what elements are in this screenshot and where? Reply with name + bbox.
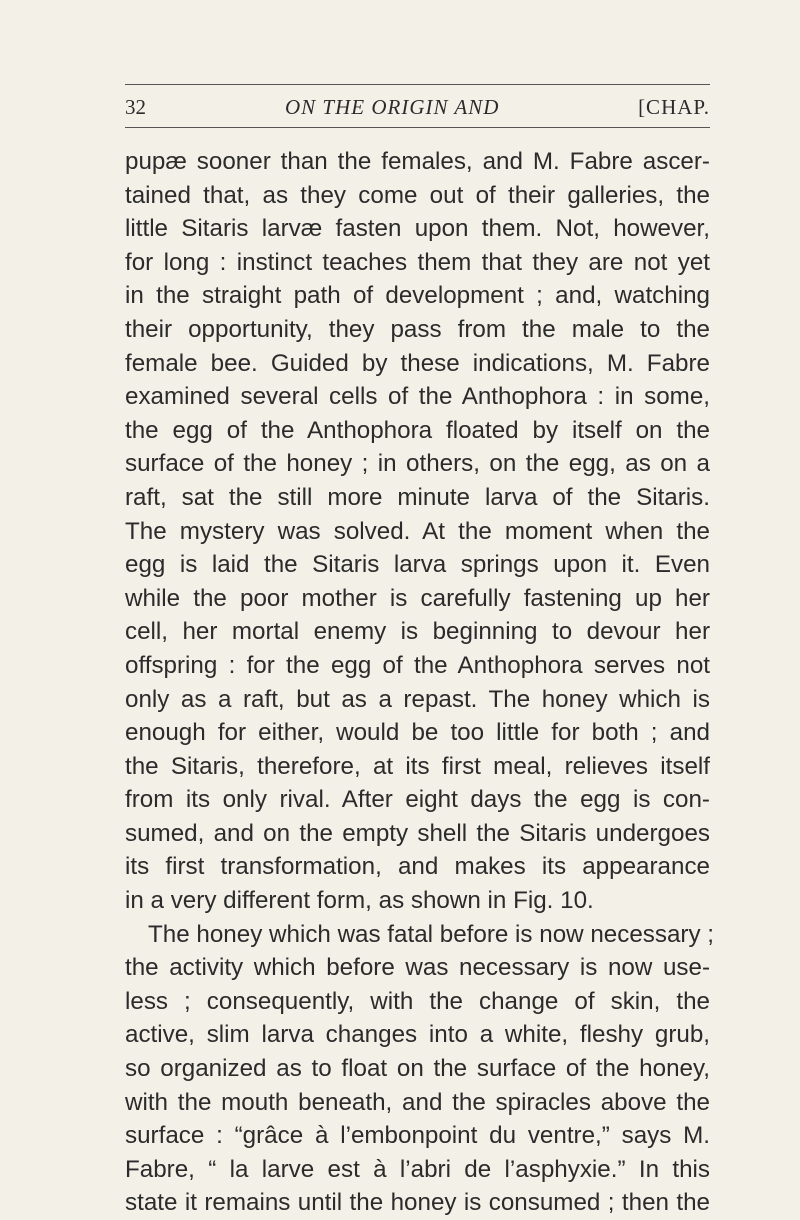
chapter-mark: [CHAP. — [638, 95, 710, 119]
text-line: egg is laid the Sitaris larva springs upon it. Even — [125, 551, 710, 579]
text-line: The honey which was fatal before is now necessary ; — [148, 920, 715, 948]
text-line: state it remains until the honey is consumed ; then the — [125, 1189, 710, 1217]
header-rule-bottom — [125, 127, 710, 128]
text-line: examined several cells of the Anthophora : in some, — [125, 383, 710, 411]
text-line: little Sitaris larvæ fasten upon them. Not, however, — [125, 215, 710, 243]
text-line: tained that, as they come out of their galleries, the — [125, 181, 710, 209]
text-line: its first transformation, and makes its appearance — [125, 853, 710, 881]
text-line: the egg of the Anthophora floated by itself on the — [125, 416, 710, 444]
text-line: while the poor mother is carefully fastening up her — [125, 584, 710, 612]
text-line: The mystery was solved. At the moment when the — [125, 517, 710, 545]
text-line: in a very different form, as shown in Fig. 10. — [125, 887, 594, 915]
text-line: so organized as to float on the surface of the honey, — [125, 1055, 710, 1083]
text-line: their opportunity, they pass from the male to the — [125, 315, 710, 343]
header-rule-top — [125, 84, 710, 85]
text-line: surface of the honey ; in others, on the egg, as on a — [125, 450, 710, 478]
text-line: offspring : for the egg of the Anthophora serves not — [125, 651, 710, 679]
text-line: Fabre, “ la larve est à l’abri de l’asphyxie.” In this — [125, 1155, 710, 1183]
running-header — [125, 93, 710, 121]
text-line: surface : “grâce à l’embonpoint du ventre,” says M. — [125, 1122, 710, 1150]
text-line: from its only rival. After eight days the egg is con- — [125, 786, 710, 814]
text-line: active, slim larva changes into a white, fleshy grub, — [125, 1021, 710, 1049]
page-number: 32 — [125, 95, 146, 119]
text-line: cell, her mortal enemy is beginning to devour her — [125, 618, 710, 646]
body-text — [125, 145, 715, 1220]
text-line: the Sitaris, therefore, at its first meal, relieves itself — [125, 752, 710, 780]
text-line: for long : instinct teaches them that they are not yet — [125, 248, 710, 276]
text-line: pupæ sooner than the females, and M. Fabre ascer- — [125, 148, 710, 175]
text-line: the activity which before was necessary is now use- — [125, 954, 710, 982]
running-title: ON THE ORIGIN AND — [285, 95, 500, 119]
text-line: only as a raft, but as a repast. The honey which is — [125, 685, 710, 713]
text-line: in the straight path of development ; and, watching — [125, 282, 710, 310]
text-line: less ; consequently, with the change of skin, the — [125, 987, 710, 1015]
text-line: sumed, and on the empty shell the Sitaris undergoes — [125, 819, 710, 847]
text-line: female bee. Guided by these indications, M. Fabre — [125, 349, 710, 377]
text-line: with the mouth beneath, and the spiracles above the — [125, 1088, 710, 1116]
text-line: raft, sat the still more minute larva of the Sitaris. — [125, 483, 710, 511]
text-line: enough for either, would be too little for both ; and — [125, 719, 710, 747]
